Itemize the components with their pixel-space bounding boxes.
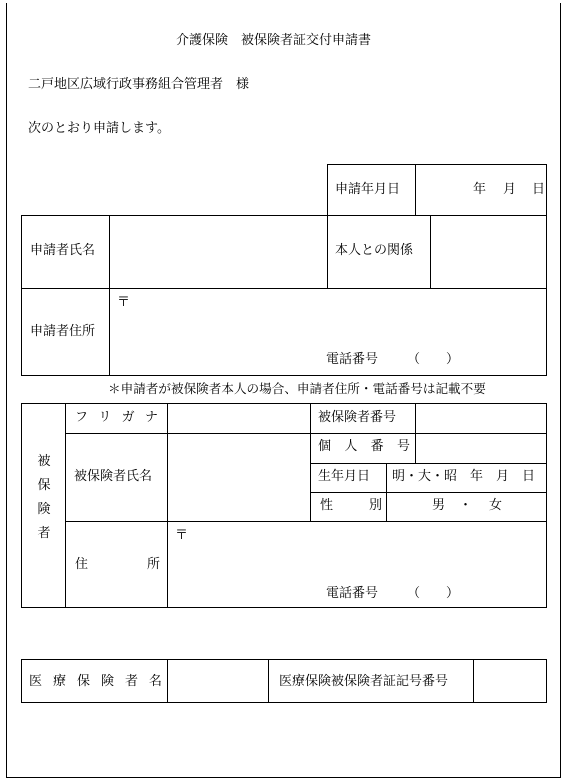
- applicant-name-label: 申請者氏名: [30, 243, 96, 258]
- note: ＊申請者が被保険者本人の場合、申請者住所・電話番号は記載不要: [108, 381, 486, 396]
- rule: [415, 403, 416, 463]
- rule: [21, 702, 547, 703]
- application-date-label: 申請年月日: [335, 182, 401, 197]
- birth-date-value: 明・大・昭 年 月 日: [392, 469, 536, 484]
- rule: [21, 375, 547, 376]
- rule: [21, 215, 547, 216]
- rule: [546, 659, 547, 702]
- insured-postal-mark: 〒: [175, 528, 189, 543]
- gender-separator: ・: [459, 498, 473, 513]
- rule: [167, 403, 168, 607]
- rule: [327, 164, 547, 165]
- relation-label: 本人との関係: [335, 243, 414, 258]
- rule: [415, 164, 416, 215]
- rule: [546, 403, 547, 607]
- form-title: 介護保険 被保険者証交付申請書: [176, 33, 372, 48]
- insured-address-label: 住 所: [75, 557, 160, 572]
- applicant-phone-label: 電話番号: [326, 352, 379, 367]
- rule: [21, 659, 22, 702]
- postal-mark: 〒: [117, 295, 131, 310]
- personal-number-label: 個 人 番 号: [318, 439, 410, 454]
- insured-number-label: 被保険者番号: [318, 410, 397, 425]
- rule: [21, 659, 547, 660]
- rule: [310, 403, 311, 521]
- applicant-address-label: 申請者住所: [30, 324, 96, 339]
- rule: [310, 492, 547, 493]
- gender-label: 性 別: [320, 498, 382, 513]
- date-month: 月: [503, 182, 517, 197]
- rule: [430, 215, 431, 288]
- gender-male: 男: [432, 498, 446, 513]
- rule: [21, 288, 547, 289]
- insured-section-label: 被 保 険 者: [37, 454, 51, 541]
- rule: [310, 463, 547, 464]
- medical-card-number-label: 医療保険被保険者証記号番号: [279, 674, 449, 689]
- rule: [65, 433, 547, 434]
- applicant-phone-paren: （ ）: [407, 352, 460, 367]
- date-day: 日: [532, 182, 546, 197]
- date-year: 年: [473, 182, 487, 197]
- rule: [21, 403, 22, 607]
- rule: [109, 215, 110, 375]
- rule: [546, 164, 547, 375]
- rule: [268, 659, 269, 702]
- rule: [473, 659, 474, 702]
- insured-phone-paren: （ ）: [407, 586, 460, 601]
- rule: [21, 403, 547, 404]
- furigana-label: フ リ ガ ナ: [75, 410, 158, 425]
- medical-insurer-label: 医 療 保 険 者 名: [29, 674, 162, 689]
- rule: [167, 659, 168, 702]
- birth-date-label: 生年月日: [318, 469, 371, 484]
- addressee: 二戸地区広域行政事務組合管理者 様: [28, 77, 250, 92]
- rule: [65, 403, 66, 607]
- rule: [386, 463, 387, 521]
- insured-phone-label: 電話番号: [326, 586, 379, 601]
- intro-text: 次のとおり申請します。: [28, 121, 170, 136]
- insured-name-label: 被保険者氏名: [74, 469, 153, 484]
- rule: [327, 164, 328, 288]
- rule: [21, 215, 22, 375]
- rule: [21, 607, 547, 608]
- gender-female: 女: [489, 498, 503, 513]
- rule: [65, 521, 547, 522]
